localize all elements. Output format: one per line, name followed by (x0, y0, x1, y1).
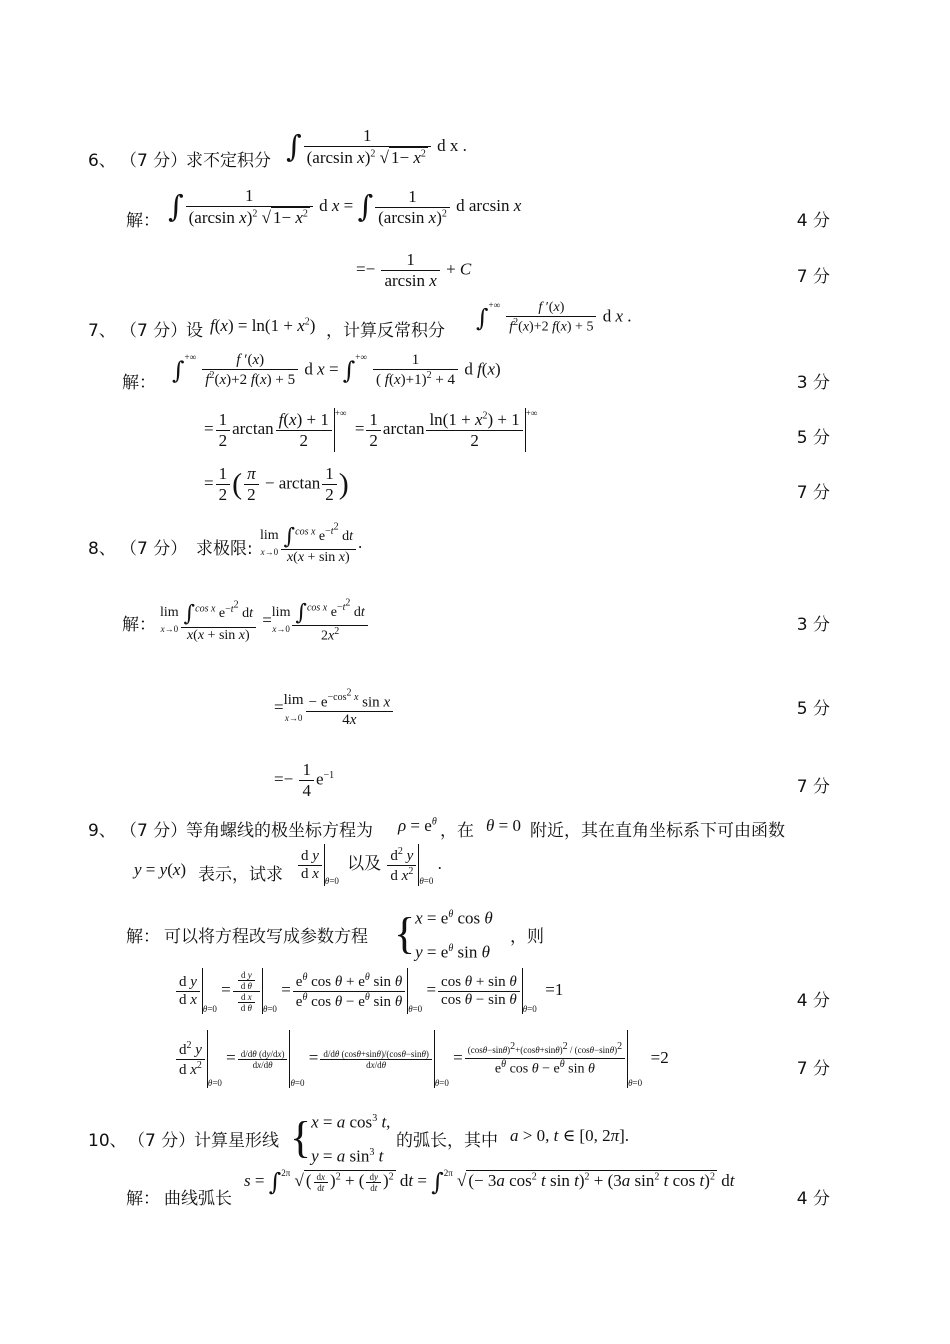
problem-6-prompt: 求不定积分 (186, 151, 271, 171)
problem-9-points: （7 分） (120, 821, 188, 841)
problem-6-solution-label: 解： (126, 211, 160, 231)
problem-7-score-2: 5 分 (796, 428, 830, 448)
problem-9-theta-zero: θ = 0 (486, 816, 521, 835)
problem-7-step-3: = $\frac{1}{2}$ ( $\frac{\pi}{2}$ − arctan $\frac{1}{2}$ ) (204, 464, 349, 504)
problem-9-prompt-d: 表示，试求 (198, 865, 283, 885)
problem-8-score-2: 5 分 (796, 699, 830, 719)
problem-8-score-1: 3 分 (796, 615, 830, 635)
problem-6-points: （7 分） (120, 151, 188, 171)
problem-8-solution-label: 解： (122, 615, 156, 635)
problem-7-score-3: 7 分 (796, 483, 830, 503)
problem-7-prompt-b: ，计算反常积分 (326, 321, 445, 341)
problem-8-step-3: =− $\frac{1}{4}$ $e^{-1}$ (274, 760, 335, 800)
problem-7-number: 7、 (88, 321, 116, 341)
problem-10-points: （7 分） (128, 1131, 196, 1151)
problem-7-prompt-a: 设 (186, 321, 203, 341)
problem-9-prompt-e: 以及 (347, 853, 382, 874)
problem-6-integral: ∫ $\frac{1}{(\arcsin x)^2 √ 1- x^2}$ d x . (286, 126, 467, 167)
problem-9-step-2: $\frac{d^2 y}{d x^2}$ θ=0 = $\frac{d/d\theta (dy/dx)}{dx/d\theta}$ θ=0 = $\frac{d/d\theta (\cos\theta+\sin\theta)/(\cos\theta-\sin\theta)}{dx/d\theta}$ θ=0 = $\frac{(\cos\theta-\sin\theta)^2+(\cos\theta+\sin\theta)^2 / (\cos\theta-\sin\theta)^2}{e^\theta \cos \theta - e^\theta \sin \theta}$ θ=0 =2 (174, 1030, 669, 1088)
problem-6-step-2: =− $\frac{1}{\text{arcsin x}}$ + C (356, 250, 472, 290)
problem-6-score-1: 4 分 (796, 211, 830, 231)
problem-9-function: y = y(x) (134, 860, 187, 879)
problem-8-limit: lim x→0 $\frac{\int^{cos x} e^{-t^2} dt}{\text{x(x + sin x)}}$ . (260, 522, 363, 566)
problem-6-score-2: 7 分 (796, 267, 830, 287)
problem-9-polar-eq: $\rho = e^\theta$ (398, 816, 437, 835)
problem-10-step-1: s = ∫$^{2\pi}$ √ ( $\frac{dx}{dt}$ )$^2$ + ( $\frac{dy}{dt}$ )$^2$ dt = ∫$^{2\pi}$ √ (− 3a $\cos^2 t$ sin t)$^2$ + (3a $\sin^2 t$ cos t)$^2$ dt (244, 1168, 735, 1196)
problem-7-step-1: ∫+∞ $\frac{f '(x)}{f^2(x)+2 f(x) + 5}$ d x = ∫+∞ $\frac{1}{( f(x)+1)^2 + 4}$ d f(x) (172, 352, 501, 388)
problem-6-expr-tail: d x . (437, 135, 467, 155)
problem-7-step-2: = $\frac{1}{2}$ arctan $\frac{f(x) + 1}{2}$ +∞ = $\frac{1}{2}$ arctan $\frac{\ln(1 + x^2) + 1}{2}$ +∞ (204, 408, 537, 452)
problem-9-solution-label: 解： (126, 927, 160, 947)
problem-8-step-2: =lim x→0 $\frac{- e^{-cos^2 x} \sin x}{4x}$ (274, 688, 395, 729)
problem-9-parametric: {$x = e^\theta$ cos θ $y = e^\theta$ sin θ (394, 908, 493, 962)
problem-9-score-1: 4 分 (796, 991, 830, 1011)
problem-8-points: （7 分） (120, 539, 188, 559)
problem-10-prompt-b: 的弧长，其中 (396, 1131, 498, 1151)
problem-9-score-2: 7 分 (796, 1059, 830, 1079)
problem-8-prompt: 求极限: (196, 539, 253, 559)
problem-6-step-1: ∫ $\frac{1}{(\arcsin x)^2 √ 1- x^2}$ d x = ∫ $\frac{1}{(\arcsin x)^2}$ d arcsin x (168, 186, 522, 227)
problem-9-derivatives: $\frac{\text{d y}}{\text{d x}}$ θ=0 以及 $\frac{d^2 y}{d x^2}$ θ=0 . (296, 844, 442, 886)
problem-7-definition: $f(x) = \ln(1 + x^2)$ (210, 316, 316, 335)
problem-7-score-1: 3 分 (796, 373, 830, 393)
problem-9-solution-tail: ，则 (510, 927, 544, 947)
problem-10-solution-text: 曲线弧长 (164, 1189, 232, 1209)
problem-7-points: （7 分） (120, 321, 188, 341)
problem-6-number: 6、 (88, 151, 116, 171)
problem-9-solution-text: 可以将方程改写成参数方程 (164, 927, 368, 947)
problem-9-step-1: $\frac{\text{d y}}{\text{d x}}$ θ=0 = $\frac{\frac{\text{d y}}{\text{d θ}}}{\frac{\text{d x}}{\text{d θ}}}$ θ=0 = $\frac{e^\theta \cos \theta + e^\theta \sin \theta}{e^\theta \cos \theta - e^\theta \sin \theta}$ θ=0 = $\frac{\text{cos θ + sin θ}}{\text{cos θ − sin θ}}$ θ=0 =1 (174, 968, 563, 1014)
problem-10-prompt-a: 计算星形线 (194, 1131, 279, 1151)
problem-9-prompt-b: ，在 (440, 821, 474, 841)
problem-10-solution-label: 解： (126, 1189, 160, 1209)
problem-9-prompt-a: 等角螺线的极坐标方程为 (186, 821, 373, 841)
problem-7-integral: ∫+∞ $\frac{f '(x)}{f^2(x)+2 f(x) + 5}$ d x . (476, 300, 632, 335)
problem-9-prompt-c: 附近，其在直角坐标系下可由函数 (530, 821, 785, 841)
problem-8-step-1: lim x→0 $\frac{\int^{cos x} e^{-t^2} dt}{\text{x(x + sin x)}}$ =lim x→0 $\frac{\int^{cos x} e^{-t^2} dt}{2x^2}$ (160, 598, 370, 645)
problem-10-number: 10、 (88, 1131, 127, 1151)
problem-10-condition: a > 0, t ∈ [0, 2π]. (510, 1126, 630, 1145)
problem-9-number: 9、 (88, 821, 116, 841)
problem-8-score-3: 7 分 (796, 777, 830, 797)
problem-10-score-1: 4 分 (796, 1189, 830, 1209)
problem-10-astroid: {x = a $\cos^3 t$, y = a $\sin^3 t$ (290, 1112, 391, 1166)
problem-7-solution-label: 解： (122, 373, 156, 393)
problem-8-number: 8、 (88, 539, 116, 559)
